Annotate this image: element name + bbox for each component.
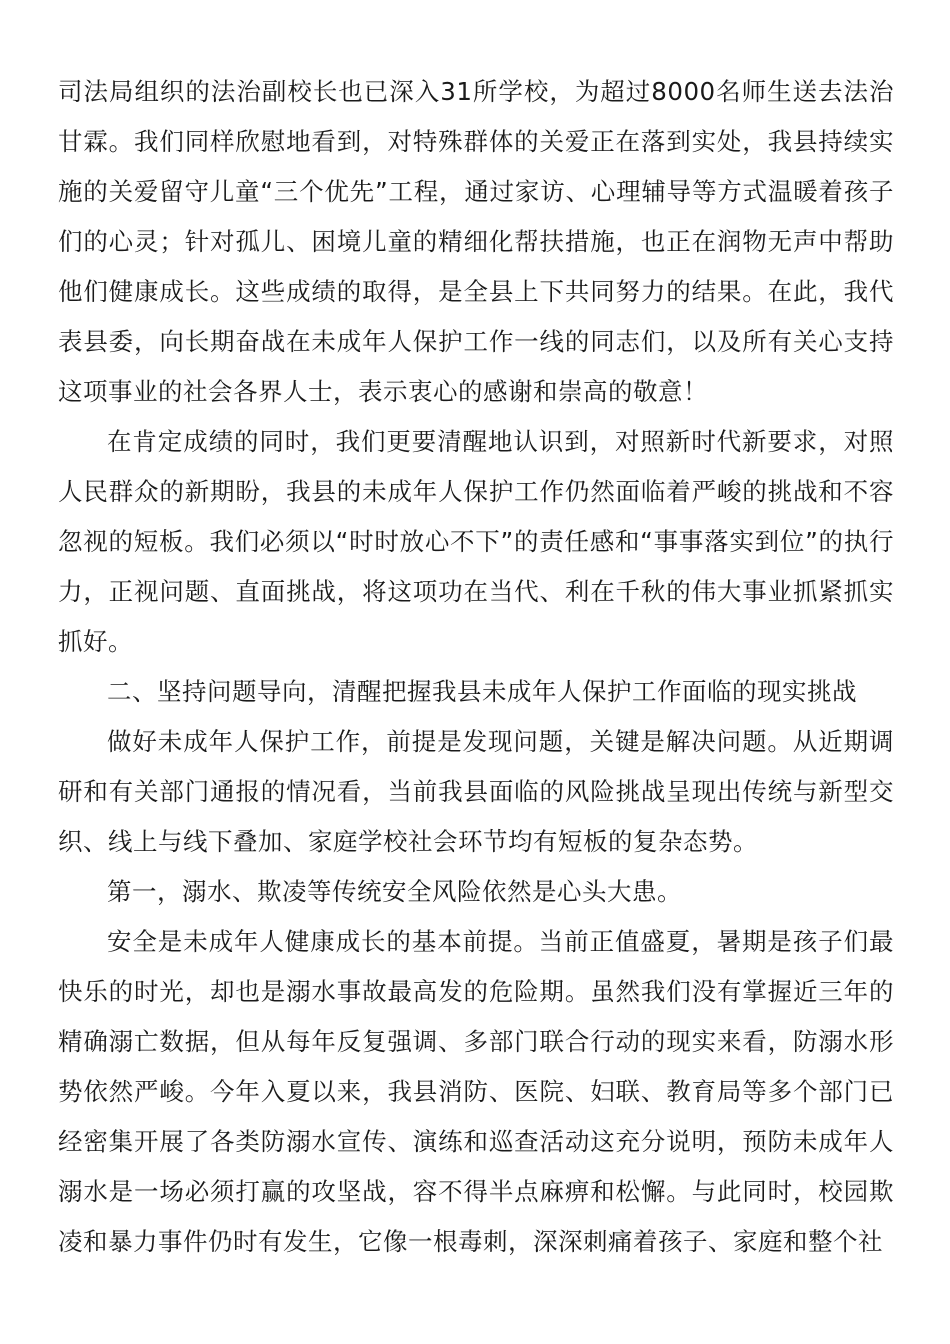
paragraph-problem-orientation: 做好未成年人保护工作，前提是发现问题，关键是解决问题。从近期调研和有关部门通报的情况看，当前我县面临的风险挑战呈现出传统与新型交织、线上与线下叠加、家庭学校社会环节均有短板的复杂态势。 xyxy=(58,727,894,856)
section-heading-two: 二、坚持问题导向，清醒把握我县未成年人保护工作面临的现实挑战 xyxy=(107,677,857,706)
paragraph-achievements-closing: 司法局组织的法治副校长也已深入31所学校，为超过8000名师生送去法治甘霖。我们同样欣慰地看到，对特殊群体的关爱正在落到实处，我县持续实施的关爱留守儿童“三个优先”工程，通过家访、心理辅导等方式温暖着孩子们的心灵；针对孤儿、困境儿童的精细化帮扶措施，也正在润物无声中帮助他们健康成长。这些成绩的取得，是全县上下共同努力的结果。在此，我代表县委，向长期奋战在未成年人保护工作一线的同志们，以及所有关心支持这项事业的社会各界人士，表示衷心的感谢和崇高的敬意！ xyxy=(58,77,894,406)
document-body xyxy=(58,67,894,1267)
paragraph-challenges-intro: 在肯定成绩的同时，我们更要清醒地认识到，对照新时代新要求，对照人民群众的新期盼，我县的未成年人保护工作仍然面临着严峻的挑战和不容忽视的短板。我们必须以“时时放心不下”的责任感和“事事落实到位”的执行力，正视问题、直面挑战，将这项功在当代、利在千秋的伟大事业抓紧抓实抓好。 xyxy=(58,427,894,656)
paragraph-safety-risks: 安全是未成年人健康成长的基本前提。当前正值盛夏，暑期是孩子们最快乐的时光，却也是溺水事故最高发的危险期。虽然我们没有掌握近三年的精确溺亡数据，但从每年反复强调、多部门联合行动的现实来看，防溺水形势依然严峻。今年入夏以来，我县消防、医院、妇联、教育局等多个部门已经密集开展了各类防溺水宣传、演练和巡查活动这充分说明，预防未成年人溺水是一场必须打赢的攻坚战，容不得半点麻痹和松懈。与此同时，校园欺凌和暴力事件仍时有发生，它像一根毒刺，深深刺痛着孩子、家庭和整个社 xyxy=(58,927,894,1256)
paragraph-first-point: 第一，溺水、欺凌等传统安全风险依然是心头大患。 xyxy=(107,877,682,906)
